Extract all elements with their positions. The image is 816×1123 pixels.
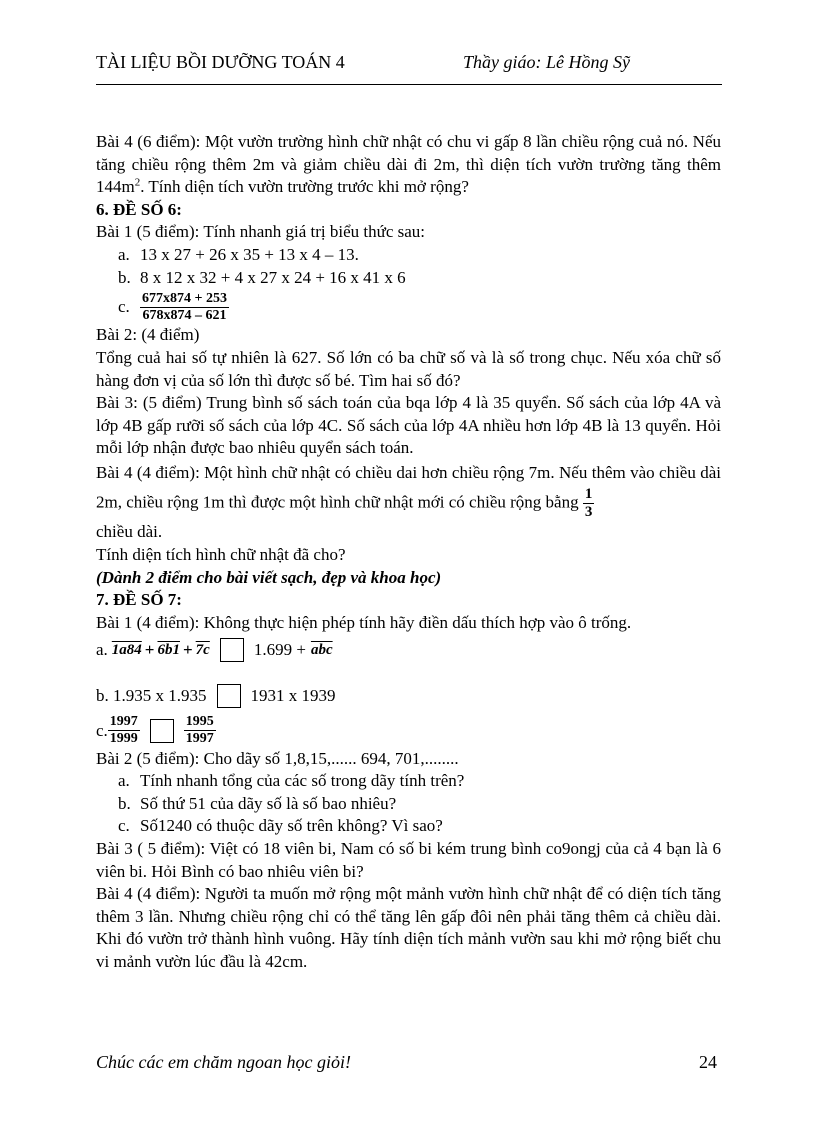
fraction-denominator: 3 [584, 504, 593, 521]
fraction-numerator: 1 [583, 486, 595, 504]
list-marker: b. [118, 267, 131, 287]
list-item [118, 291, 721, 324]
overlined-number: $\overline{abc}$ [310, 642, 333, 659]
superscript: 2 [134, 176, 141, 189]
exam-7-compare-a [96, 638, 721, 662]
fraction-denominator: 678x874 – 621 [142, 308, 227, 324]
item-marker: c. [96, 720, 108, 740]
overlined-number: 6b1 [157, 642, 180, 659]
exam-7-problem-4: Bài 4 (4 điểm): Người ta muốn mở rộng một mảnh vườn hình chữ nhật để có diện tích tăng thêm 3 lần. Nhưng chiều rộng chỉ có thể tăng lên gấp đôi nên phải tăng thêm cả chiều dài. Khi đó vườn trở thành hình vuông. Hãy tính diện tích mảnh vườn sau khi mở rộng biết chu vi mảnh vườn lúc đầu là 42cm. [96, 884, 721, 971]
item-marker: a. [96, 640, 108, 660]
list-marker: a. [118, 244, 130, 264]
exam-7-compare-c [96, 714, 721, 747]
overlined-number: 1a84 [111, 642, 142, 659]
previous-problem-4-text-end: . Tính diện tích vườn trường trước khi mở rộng? [140, 177, 469, 197]
list-item [118, 793, 721, 816]
main-content [96, 131, 721, 974]
list-item-text: 13 x 27 + 26 x 35 + 13 x 4 – 13. [140, 244, 359, 264]
answer-box[interactable] [217, 684, 241, 708]
exam-7-title: 7. ĐỀ SỐ 7: [96, 590, 182, 610]
list-item-text: 8 x 12 x 32 + 4 x 27 x 24 + 16 x 41 x 6 [140, 267, 406, 287]
header-author: Thầy giáo: Lê Hồng Sỹ [463, 52, 630, 72]
exam-6-problem-2-title: Bài 2: (4 điểm) [96, 325, 200, 345]
exam-6-problem-3: Bài 3: (5 điểm) Trung bình số sách toán của bqa lớp 4 là 35 quyển. Số sách của lớp 4A và lớp 4B gấp rưỡi số sách của lớp 4C. Số sách của lớp 4A nhiều hơn lớp 4B là 13 quyển. Hỏi mỗi lớp nhận được bao nhiêu quyển sách toán. [96, 393, 721, 458]
plus-sign: + [144, 640, 155, 660]
exam-6-problem-4-cont: chiều dài. [96, 522, 163, 542]
list-marker: c. [118, 297, 130, 317]
exam-6-problem-1: Bài 1 (5 điểm): Tính nhanh giá trị biểu thức sau: [96, 222, 426, 242]
fraction-numerator: 1995 [184, 714, 216, 731]
header-divider [96, 84, 722, 85]
exam-6-title: 6. ĐỀ SỐ 6: [96, 199, 182, 219]
compare-right-text: 1931 x 1939 [250, 686, 336, 706]
answer-box[interactable] [150, 719, 174, 743]
list-item [118, 815, 721, 838]
page-number: 24 [699, 1052, 717, 1072]
exam-6-note: (Dành 2 điểm cho bài viết sạch, đẹp và khoa học) [96, 567, 442, 587]
exam-7-problem-1: Bài 1 (4 điểm): Không thực hiện phép tính hãy điền dấu thích hợp vào ô trống. [96, 612, 632, 632]
exam-6-problem-4-text: Bài 4 (4 điểm): Một hình chữ nhật có chiều dai hơn chiều rộng 7m. Nếu thêm vào chiều dài 2m, chiều rộng 1m thì được một hình chữ nhật mới có chiều rộng bằng [96, 462, 721, 512]
list-marker: c. [118, 816, 130, 836]
fraction [108, 714, 140, 747]
plus-sign: + [182, 640, 193, 660]
previous-problem-4 [96, 131, 721, 199]
footer-message: Chúc các em chăm ngoan học giỏi! [96, 1052, 351, 1072]
exam-7-compare-b [96, 684, 721, 708]
fraction [140, 291, 229, 324]
list-item-text: Tính nhanh tổng của các số trong dãy tính trên? [140, 771, 465, 791]
list-marker: a. [118, 771, 130, 791]
fraction-numerator: 1997 [108, 714, 140, 731]
previous-problem-4-text: Bài 4 (6 điểm): Một vườn trường hình chữ nhật có chu vi gấp 8 lần chiều rộng cuả nó. Nếu tăng chiều rộng thêm 2m và giảm chiều dài đi 2m, thì diện tích vườn trường tăng thêm 144m [96, 132, 721, 197]
exam-7-problem-3: Bài 3 ( 5 điểm): Việt có 18 viên bi, Nam có số bi kém trung bình co9ongj của cả 4 bạn là 6 viên bi. Hỏi Bình có bao nhiêu viên bi? [96, 838, 721, 881]
list-item-text: Số thứ 51 của dãy số là số bao nhiêu? [140, 793, 397, 813]
fraction-numerator: 677x874 + 253 [140, 291, 229, 308]
exam-7-problem-2: Bài 2 (5 điểm): Cho dãy số 1,8,15,...... 694, 701,........ [96, 748, 459, 768]
exam-6-problem-4-question: Tính diện tích hình chữ nhật đã cho? [96, 545, 346, 564]
overlined-number: 7c [195, 642, 210, 659]
fraction [184, 714, 216, 747]
fraction-denominator: 1999 [109, 731, 138, 747]
header-title: TÀI LIỆU BỒI DƯỠNG TOÁN 4 [96, 52, 345, 72]
compare-right-text: 1.699 + [253, 640, 306, 660]
fraction-denominator: 1997 [185, 731, 214, 747]
list-marker: b. [118, 793, 131, 813]
list-item [118, 770, 721, 793]
exam-6-problem-2: Tổng cuả hai số tự nhiên là 627. Số lớn có ba chữ số và là số trong chục. Nếu xóa chữ số hàng đơn vị của số lớn thì được số bé. Tìm hai số đó? [96, 347, 721, 390]
fraction-one-third [583, 486, 595, 522]
compare-left-text: b. 1.935 x 1.935 [96, 686, 207, 706]
list-item [118, 267, 721, 290]
answer-box[interactable] [220, 638, 244, 662]
list-item [118, 244, 721, 267]
exam-6-problem-4 [96, 460, 721, 522]
list-item-text: Số1240 có thuộc dãy số trên không? Vì sao? [140, 816, 443, 836]
